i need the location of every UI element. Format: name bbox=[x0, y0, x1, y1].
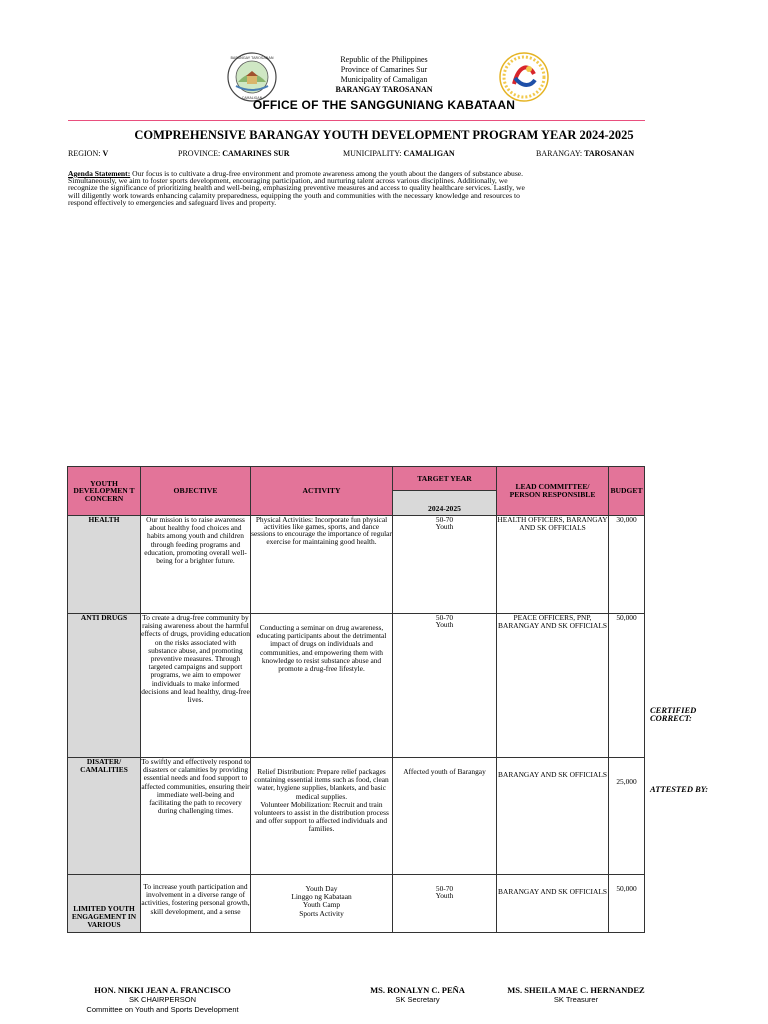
table-row bbox=[68, 875, 645, 933]
objective-text: To increase youth participation and involvement in a diverse range of activities, fostering personal growth, skill development, and a sense bbox=[141, 883, 250, 916]
concern-cell: ANTI DRUGS bbox=[68, 614, 141, 758]
signatory-role: SK Secretary bbox=[395, 995, 440, 1004]
concern-cell: HEALTH bbox=[68, 516, 141, 614]
lead-cell: PEACE OFFICERS, PNP, BARANGAY AND SK OFFICIALS bbox=[497, 614, 609, 758]
objective-cell: Our mission is to raise awareness about healthy food choices and habits among youth and children through feeding programs and education, promoting overall well-being for a brighter future. bbox=[141, 516, 251, 614]
signatory-name: MS. SHEILA MAE C. HERNANDEZ bbox=[507, 985, 645, 995]
target-cell: Affected youth of Barangay bbox=[393, 758, 497, 875]
signatory-secretary bbox=[340, 985, 495, 1005]
agenda-statement bbox=[68, 170, 538, 206]
header-address bbox=[0, 55, 768, 95]
meta-region: REGION: V bbox=[68, 149, 109, 158]
concern-cell bbox=[68, 875, 141, 933]
signatory-name: MS. RONALYN C. PEÑA bbox=[370, 985, 465, 995]
signatory-committee: Committee on Youth and Sports Development bbox=[86, 1005, 239, 1014]
budget-cell: 25,000 bbox=[609, 758, 645, 875]
table-row bbox=[68, 758, 645, 875]
meta-province: PROVINCE: CAMARINES SUR bbox=[178, 149, 290, 158]
signatory-role: SK CHAIRPERSON bbox=[128, 995, 197, 1004]
header-lead: LEAD COMMITTEE/ PERSON RESPONSIBLE bbox=[497, 467, 609, 516]
objective-cell: To swiftly and effectively respond to disasters or calamities by providing essential needs and food support to affected communities, ensuring their immediate well-being and facilitating the path to recovery during challenging times. bbox=[141, 758, 251, 875]
document-title: COMPREHENSIVE BARANGAY YOUTH DEVELOPMENT PROGRAM YEAR 2024-2025 bbox=[134, 128, 634, 142]
table-row bbox=[68, 614, 645, 758]
header-divider bbox=[68, 120, 645, 121]
header-activity: ACTIVITY bbox=[251, 467, 393, 516]
signatory-chairperson bbox=[40, 985, 285, 1015]
budget-cell: 50,000 bbox=[609, 614, 645, 758]
attested-by-label: ATTESTED BY: bbox=[650, 784, 709, 794]
svg-text:BARANGAY TAROSANAN: BARANGAY TAROSANAN bbox=[230, 56, 274, 60]
header-concern: YOUTH DEVELOPMEN T CONCERN bbox=[68, 467, 141, 516]
activity-cell: Physical Activities: Incorporate fun physical activities like games, sports, and dance sessions to encourage the importance of regular exercise for maintaining good health. bbox=[251, 516, 393, 614]
target-cell: 50-70 Youth bbox=[393, 516, 497, 614]
activity-cell: Youth Day Linggo ng Kabataan Youth Camp Sports Activity bbox=[251, 875, 393, 933]
target-cell: 50-70 Youth bbox=[393, 614, 497, 758]
svg-text:CAMALIGAN: CAMALIGAN bbox=[241, 96, 263, 100]
header-line: Municipality of Camaligan bbox=[340, 75, 428, 84]
meta-barangay: BARANGAY: TAROSANAN bbox=[536, 149, 635, 158]
header-budget: BUDGET bbox=[609, 467, 645, 516]
table-row bbox=[68, 516, 645, 614]
header-line: Province of Camarines Sur bbox=[340, 65, 428, 74]
lead-cell: BARANGAY AND SK OFFICIALS bbox=[497, 758, 609, 875]
meta-municipality: MUNICIPALITY: CAMALIGAN bbox=[343, 149, 455, 158]
lead-cell: HEALTH OFFICERS, BARANGAY AND SK OFFICIALS bbox=[497, 516, 609, 614]
target-cell: 50-70 Youth bbox=[393, 875, 497, 933]
concern-cell: DISATER/ CAMALITIES bbox=[68, 758, 141, 875]
header-target-year: TARGET YEAR bbox=[393, 467, 497, 491]
activity-cell: Relief Distribution: Prepare relief packages containing essential items such as food, clean water, hygiene supplies, blankets, and basic medical supplies. Volunteer Mobilization: Recruit and train volunteers to assist in the distribution process and offer support to affected individuals and families. bbox=[251, 758, 393, 875]
header-objective: OBJECTIVE bbox=[141, 467, 251, 516]
office-title: OFFICE OF THE SANGGUNIANG KABATAAN bbox=[252, 98, 516, 112]
agenda-label: Agenda Statement: bbox=[68, 169, 131, 178]
signatory-role: SK Treasurer bbox=[553, 995, 599, 1004]
header-barangay: BARANGAY TAROSANAN bbox=[335, 85, 433, 94]
budget-cell: 30,000 bbox=[609, 516, 645, 614]
lead-cell: BARANGAY AND SK OFFICIALS bbox=[497, 875, 609, 933]
objective-cell: To create a drug-free community by raising awareness about the harmful effects of drugs, providing education on the risks associated with substance abuse, and promoting preventive measures. Through targeted campaigns and support programs, we aim to empower individuals to make informed decisions and lead healthy, drug-free lives. bbox=[141, 614, 251, 758]
header-year: 2024-2025 bbox=[393, 491, 497, 516]
budget-cell: 50,000 bbox=[609, 875, 645, 933]
certified-correct-label: CERTIFIED CORRECT: bbox=[650, 705, 697, 723]
signatory-name: HON. NIKKI JEAN A. FRANCISCO bbox=[94, 985, 231, 995]
agenda-text: Our focus is to cultivate a drug-free environment and promote awareness among the youth about the dangers of substance abuse. Simultaneously, we aim to foster sports development, encouraging participation, and nurturing talent across various disciplines. Additionally, we recognize the significance of prioritizing health and well-being, emphasizing preventive measures and access to quality healthcare services. Lastly, we will diligently work towards enhancing calamity preparedness, equipping the youth and communities with the necessary knowledge and resources to respond effectively to emergencies and safeguard lives and property. bbox=[68, 169, 525, 207]
objective-cell bbox=[141, 875, 251, 933]
activity-cell: Conducting a seminar on drug awareness, educating participants about the detrimental impact of drugs on individuals and communities, and empowering them with knowledge to resist substance abuse and promote a drug-free lifestyle. bbox=[251, 614, 393, 758]
header-line: Republic of the Philippines bbox=[340, 55, 428, 64]
concern-text: LIMITED YOUTH ENGAGEMENT IN VARIOUS bbox=[71, 905, 137, 930]
program-table bbox=[67, 466, 645, 933]
signatory-treasurer bbox=[496, 985, 656, 1005]
